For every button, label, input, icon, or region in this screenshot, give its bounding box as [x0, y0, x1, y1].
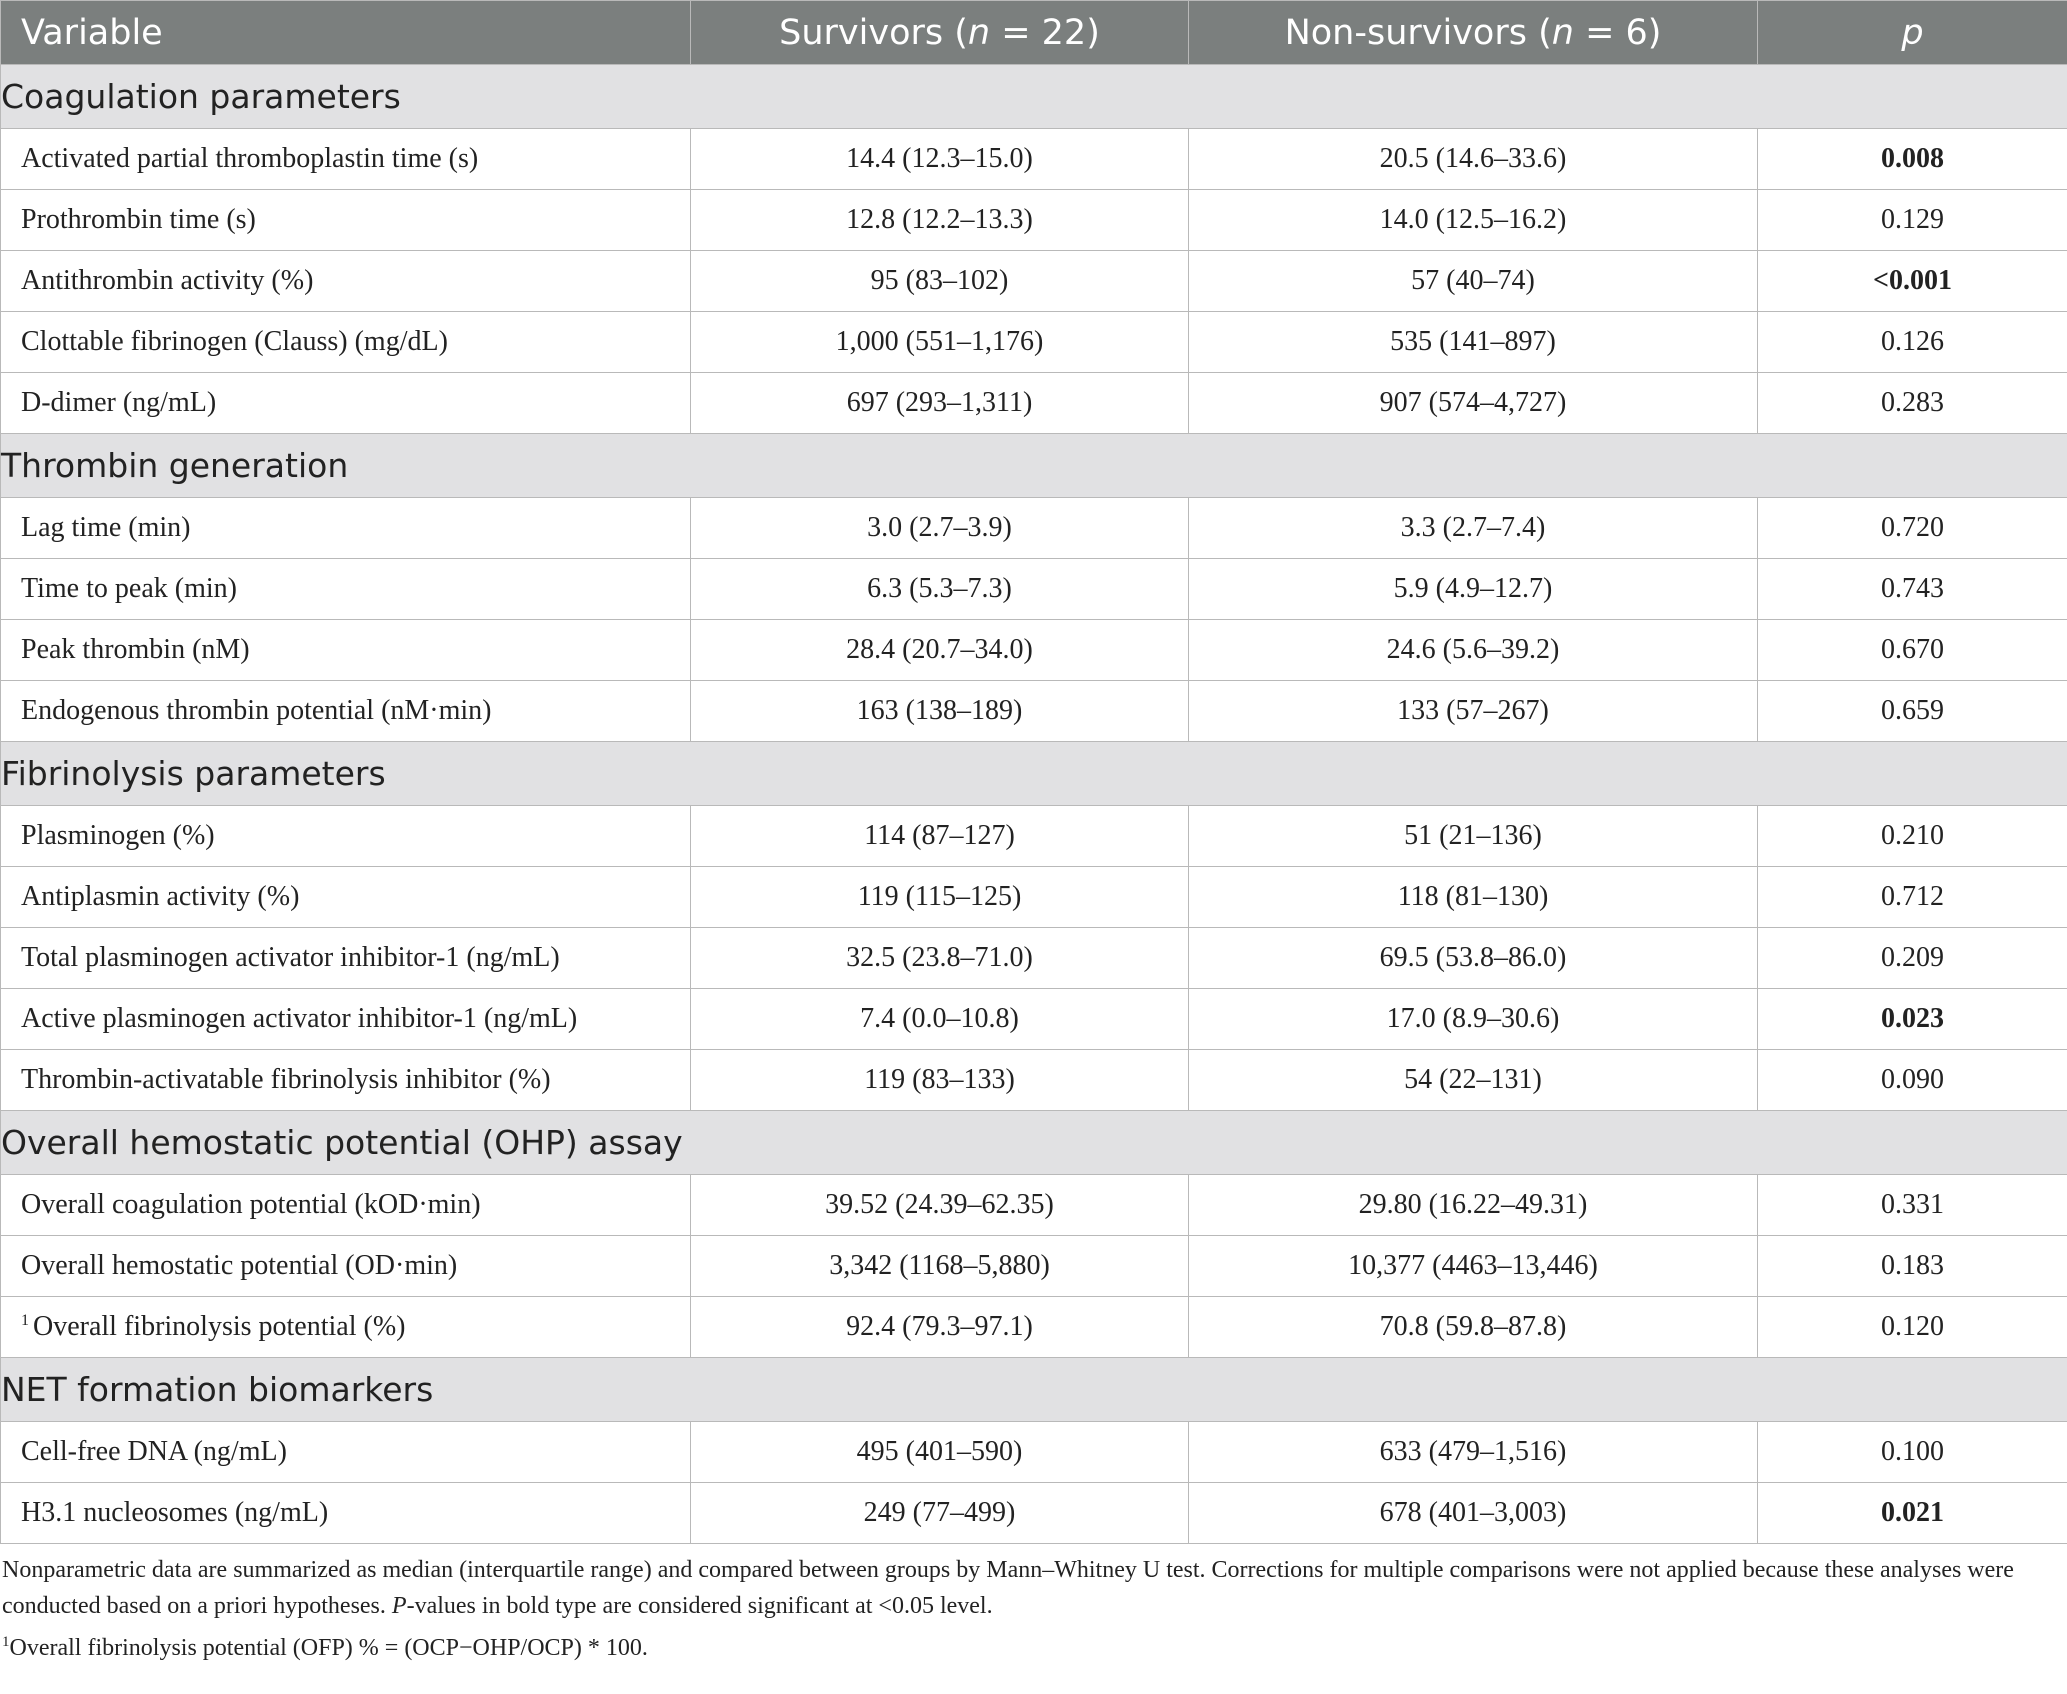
table-row — [1, 312, 2067, 373]
cell-variable: D-dimer (ng/mL) — [1, 373, 691, 434]
table-row — [1, 681, 2067, 742]
cell-survivors: 3.0 (2.7–3.9) — [691, 498, 1189, 559]
cell-variable: Activated partial thromboplastin time (s) — [1, 129, 691, 190]
table-footnotes — [0, 1544, 2057, 1666]
cell-variable: Antithrombin activity (%) — [1, 251, 691, 312]
cell-survivors: 119 (83–133) — [691, 1050, 1189, 1111]
cell-survivors: 28.4 (20.7–34.0) — [691, 620, 1189, 681]
table-row — [1, 559, 2067, 620]
footnote-methods: Nonparametric data are summarized as median (interquartile range) and compared between groups by Mann–Whitney U test. Corrections for multiple comparisons were not applied because these analyses were conducted based on a priori hypotheses. P-values in bold type are considered significant at <0.05 level. — [2, 1557, 2014, 1619]
cell-variable: Overall hemostatic potential (OD·min) — [1, 1236, 691, 1297]
header-variable: Variable — [1, 1, 691, 65]
footnote-marker: 1 — [21, 1312, 29, 1329]
section-title: Coagulation parameters — [1, 65, 2067, 129]
table-row — [1, 1483, 2067, 1544]
cell-p-value: 0.126 — [1758, 312, 2067, 373]
cell-p-value: 0.210 — [1758, 806, 2067, 867]
cell-non-survivors: 14.0 (12.5–16.2) — [1189, 190, 1758, 251]
cell-variable: Lag time (min) — [1, 498, 691, 559]
cell-survivors: 163 (138–189) — [691, 681, 1189, 742]
cell-non-survivors: 5.9 (4.9–12.7) — [1189, 559, 1758, 620]
cell-variable: Active plasminogen activator inhibitor-1 (ng/mL) — [1, 989, 691, 1050]
cell-survivors: 3,342 (1168–5,880) — [691, 1236, 1189, 1297]
table-header-row — [1, 1, 2067, 65]
cell-non-survivors: 10,377 (4463–13,446) — [1189, 1236, 1758, 1297]
cell-p-value: 0.743 — [1758, 559, 2067, 620]
cell-variable: Time to peak (min) — [1, 559, 691, 620]
table-body — [1, 65, 2067, 1544]
footnote-ofp: $^1$Overall fibrinolysis potential (OFP) % = (OCP−OHP/OCP) * 100. — [2, 1634, 648, 1661]
cell-p-value: 0.100 — [1758, 1422, 2067, 1483]
cell-survivors: 12.8 (12.2–13.3) — [691, 190, 1189, 251]
cell-survivors: 114 (87–127) — [691, 806, 1189, 867]
cell-survivors: 39.52 (24.39–62.35) — [691, 1175, 1189, 1236]
cell-p-value: 0.712 — [1758, 867, 2067, 928]
section-title: Overall hemostatic potential (OHP) assay — [1, 1111, 2067, 1175]
cell-non-survivors: 118 (81–130) — [1189, 867, 1758, 928]
cell-non-survivors: 633 (479–1,516) — [1189, 1422, 1758, 1483]
header-non-survivors: Non-survivors (n = 6) — [1189, 1, 1758, 65]
table-row — [1, 620, 2067, 681]
cell-non-survivors: 907 (574–4,727) — [1189, 373, 1758, 434]
section-header-row — [1, 742, 2067, 806]
cell-non-survivors: 70.8 (59.8–87.8) — [1189, 1297, 1758, 1358]
table-row — [1, 1050, 2067, 1111]
cell-survivors: 249 (77–499) — [691, 1483, 1189, 1544]
cell-p-value: 0.023 — [1758, 989, 2067, 1050]
cell-p-value: 0.021 — [1758, 1483, 2067, 1544]
table-row — [1, 251, 2067, 312]
cell-variable — [1, 1297, 691, 1358]
cell-p-value: 0.129 — [1758, 190, 2067, 251]
section-title: NET formation biomarkers — [1, 1358, 2067, 1422]
cell-non-survivors: 54 (22–131) — [1189, 1050, 1758, 1111]
cell-p-value: 0.120 — [1758, 1297, 2067, 1358]
header-survivors: Survivors (n = 22) — [691, 1, 1189, 65]
cell-p-value: 0.720 — [1758, 498, 2067, 559]
table-row — [1, 1422, 2067, 1483]
table-row — [1, 190, 2067, 251]
cell-survivors: 495 (401–590) — [691, 1422, 1189, 1483]
cell-variable: H3.1 nucleosomes (ng/mL) — [1, 1483, 691, 1544]
table-row — [1, 806, 2067, 867]
cell-p-value: 0.670 — [1758, 620, 2067, 681]
cell-non-survivors: 24.6 (5.6–39.2) — [1189, 620, 1758, 681]
cell-non-survivors: 535 (141–897) — [1189, 312, 1758, 373]
table-row — [1, 1175, 2067, 1236]
cell-survivors: 119 (115–125) — [691, 867, 1189, 928]
cell-p-value: <0.001 — [1758, 251, 2067, 312]
table-row — [1, 867, 2067, 928]
cell-variable: Plasminogen (%) — [1, 806, 691, 867]
cell-p-value: 0.183 — [1758, 1236, 2067, 1297]
cell-survivors: 95 (83–102) — [691, 251, 1189, 312]
cell-variable: Thrombin-activatable fibrinolysis inhibitor (%) — [1, 1050, 691, 1111]
cell-variable: Total plasminogen activator inhibitor-1 (ng/mL) — [1, 928, 691, 989]
cell-non-survivors: 3.3 (2.7–7.4) — [1189, 498, 1758, 559]
table-row — [1, 498, 2067, 559]
section-header-row — [1, 1358, 2067, 1422]
cell-survivors: 1,000 (551–1,176) — [691, 312, 1189, 373]
cell-non-survivors: 678 (401–3,003) — [1189, 1483, 1758, 1544]
section-title: Thrombin generation — [1, 434, 2067, 498]
cell-p-value: 0.659 — [1758, 681, 2067, 742]
cell-survivors: 92.4 (79.3–97.1) — [691, 1297, 1189, 1358]
table-row — [1, 989, 2067, 1050]
cell-survivors: 14.4 (12.3–15.0) — [691, 129, 1189, 190]
cell-non-survivors: 51 (21–136) — [1189, 806, 1758, 867]
table-row — [1, 928, 2067, 989]
cell-p-value: 0.209 — [1758, 928, 2067, 989]
cell-non-survivors: 29.80 (16.22–49.31) — [1189, 1175, 1758, 1236]
cell-p-value: 0.331 — [1758, 1175, 2067, 1236]
cell-p-value: 0.090 — [1758, 1050, 2067, 1111]
header-p: p — [1758, 1, 2067, 65]
cell-variable: Peak thrombin (nM) — [1, 620, 691, 681]
section-header-row — [1, 65, 2067, 129]
cell-p-value: 0.008 — [1758, 129, 2067, 190]
cell-variable: Prothrombin time (s) — [1, 190, 691, 251]
cell-survivors: 697 (293–1,311) — [691, 373, 1189, 434]
cell-survivors: 6.3 (5.3–7.3) — [691, 559, 1189, 620]
cell-survivors: 7.4 (0.0–10.8) — [691, 989, 1189, 1050]
section-header-row — [1, 434, 2067, 498]
cell-non-survivors: 133 (57–267) — [1189, 681, 1758, 742]
table-row — [1, 373, 2067, 434]
cell-non-survivors: 57 (40–74) — [1189, 251, 1758, 312]
cell-variable: Clottable fibrinogen (Clauss) (mg/dL) — [1, 312, 691, 373]
table-row — [1, 1297, 2067, 1358]
table-row — [1, 129, 2067, 190]
section-title: Fibrinolysis parameters — [1, 742, 2067, 806]
section-header-row — [1, 1111, 2067, 1175]
cell-variable: Overall coagulation potential (kOD·min) — [1, 1175, 691, 1236]
cell-variable: Antiplasmin activity (%) — [1, 867, 691, 928]
cell-p-value: 0.283 — [1758, 373, 2067, 434]
variable-label: Overall fibrinolysis potential (%) — [33, 1311, 406, 1342]
cell-survivors: 32.5 (23.8–71.0) — [691, 928, 1189, 989]
cell-variable: Cell-free DNA (ng/mL) — [1, 1422, 691, 1483]
cell-non-survivors: 20.5 (14.6–33.6) — [1189, 129, 1758, 190]
cell-variable: Endogenous thrombin potential (nM·min) — [1, 681, 691, 742]
table-row — [1, 1236, 2067, 1297]
cell-non-survivors: 69.5 (53.8–86.0) — [1189, 928, 1758, 989]
cell-non-survivors: 17.0 (8.9–30.6) — [1189, 989, 1758, 1050]
